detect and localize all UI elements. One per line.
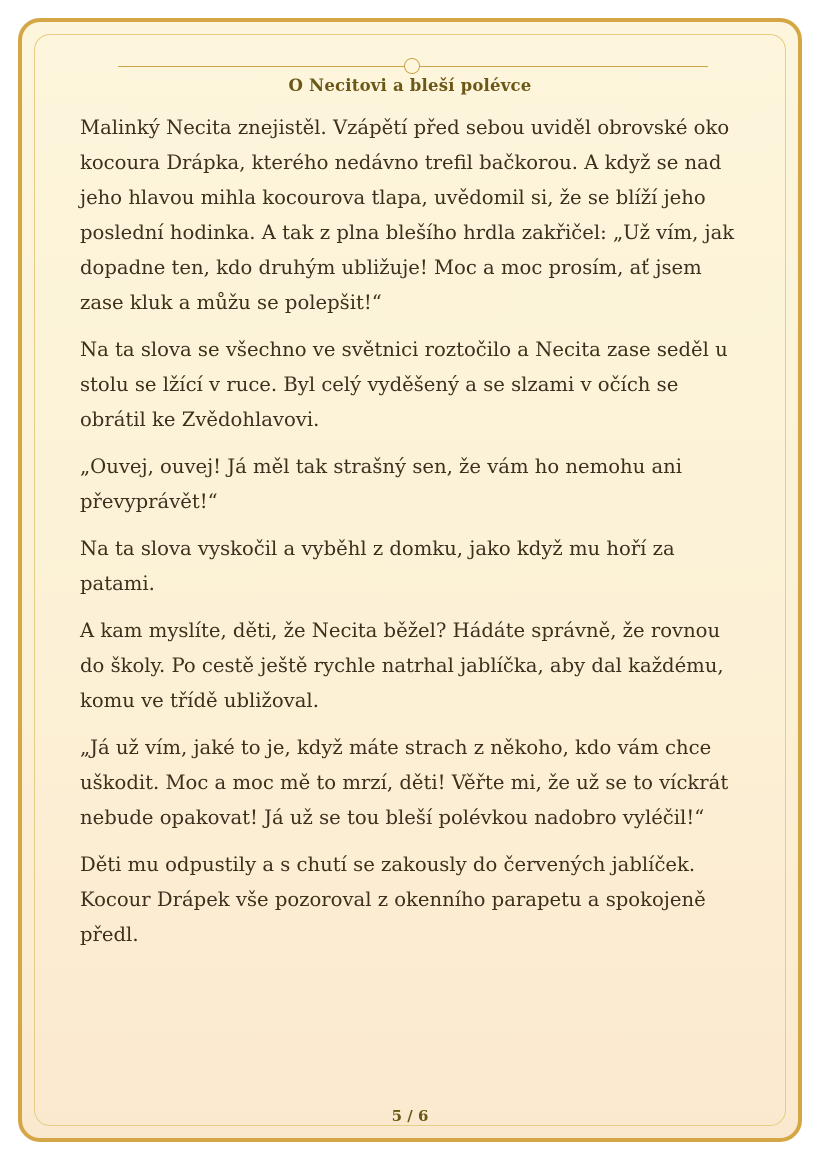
page-number: 5 / 6 <box>391 1107 429 1125</box>
storybook-page <box>18 18 802 1142</box>
paragraph: A kam myslíte, děti, že Necita běžel? Hádáte správně, že rovnou do školy. Po cestě ještě rychle natrhal jablíčka, aby dal každému, komu ve třídě ubližoval. <box>80 619 724 712</box>
page-title: O Necitovi a bleší polévce <box>288 76 532 95</box>
paragraph: Na ta slova se všechno ve světnici roztočilo a Necita zase seděl u stolu se lžící v ruce. Byl celý vyděšený a se slzami v očích se obrátil ke Zvědohlavovi. <box>80 338 728 431</box>
paragraph: Malinký Necita znejistěl. Vzápětí před sebou uviděl obrovské oko kocoura Drápka, kterého nedávno trefil bačkorou. A když se nad jeho hlavou mihla kocourova tlapa, uvědomil si, že se blíží jeho poslední hodinka. A tak z plna blešího hrdla zakřičel: „Už vím, jak dopadne ten, kdo druhým ubližuje! Moc a moc prosím, ať jsem zase kluk a můžu se polepšit!“ <box>80 116 735 314</box>
paragraph: „Ouvej, ouvej! Já měl tak strašný sen, že vám ho nemohu ani převyprávět!“ <box>80 455 683 513</box>
paragraph: Děti mu odpustily a s chutí se zakously do červených jablíček. Kocour Drápek vše pozoroval z okenního parapetu a spokojeně předl. <box>80 853 706 946</box>
paragraph: Na ta slova vyskočil a vyběhl z domku, jako když mu hoří za patami. <box>80 537 675 595</box>
circle-ornament-icon <box>404 58 420 74</box>
story-text <box>80 110 748 964</box>
paragraph: „Já už vím, jaké to je, když máte strach z někoho, kdo vám chce uškodit. Moc a moc mě to mrzí, děti! Věřte mi, že už se to víckrát nebude opakovat! Já už se tou bleší polévkou nadobro vyléčil!“ <box>80 736 729 829</box>
